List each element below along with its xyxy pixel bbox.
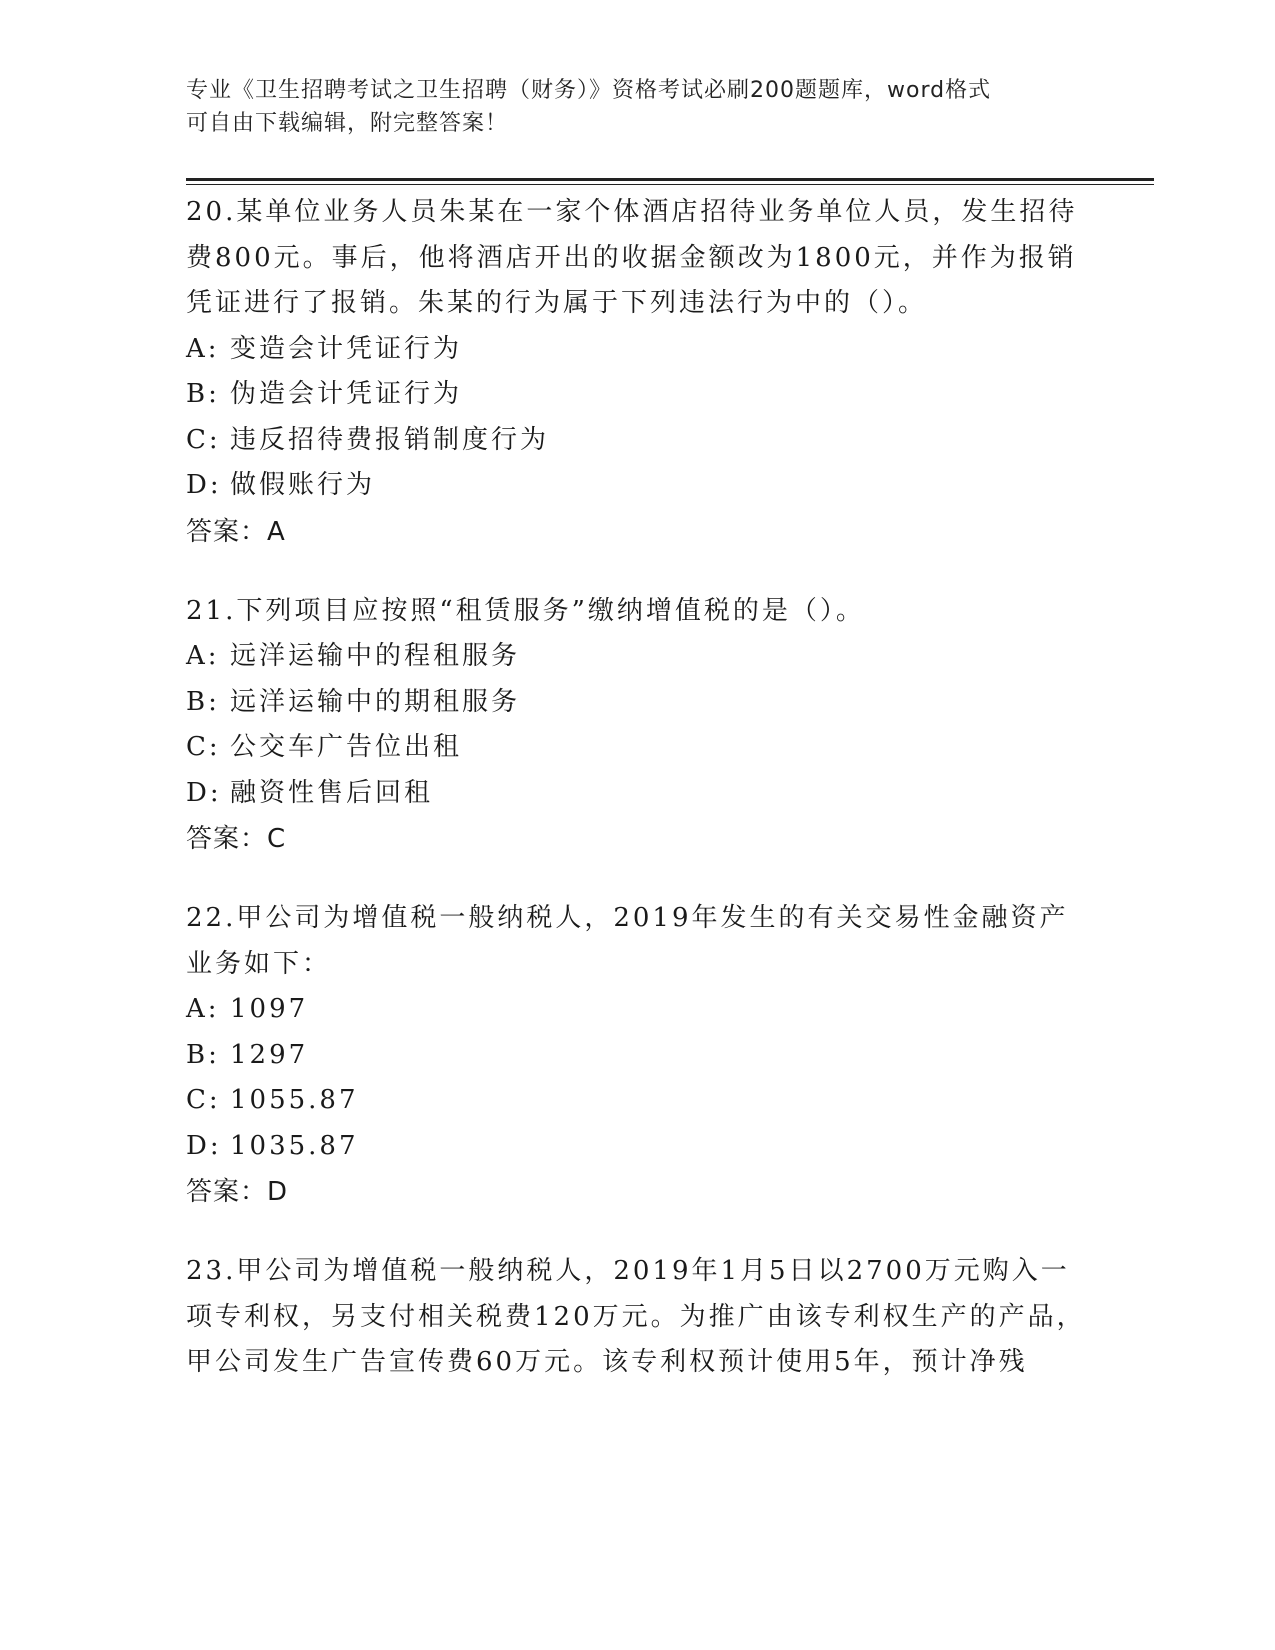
option-b: [186, 680, 1086, 726]
option-b: [186, 1033, 1086, 1079]
question-text: 23.甲公司为增值税一般纳税人，2019年1月5日以2700万元购入一项专利权，另支付相关税费120万元。为推广由该专利权生产的产品，甲公司发生广告宣传费60万元。该专利权预计使用5年，预计净残: [186, 1256, 1086, 1377]
option-letter: D:: [186, 1130, 222, 1161]
question-list: [186, 190, 1086, 1420]
option-text: 违反招待费报销制度行为: [230, 424, 550, 455]
option-letter: A:: [186, 994, 220, 1024]
question-21: [186, 589, 1086, 863]
option-c: [186, 418, 1086, 464]
option-d: [186, 771, 1086, 817]
option-text: 公交车广告位出租: [230, 732, 463, 762]
option-text: 1097: [230, 994, 309, 1024]
option-a: [186, 987, 1086, 1033]
answer-line: 答案：C: [186, 824, 287, 854]
option-text: 1035.87: [230, 1130, 359, 1161]
option-letter: C:: [186, 732, 221, 762]
option-letter: B:: [186, 686, 220, 717]
option-text: 远洋运输中的程租服务: [230, 641, 521, 671]
option-a: [186, 634, 1086, 680]
option-letter: D:: [186, 777, 222, 808]
option-text: 1055.87: [230, 1085, 359, 1115]
option-text: 融资性售后回租: [230, 777, 434, 808]
option-letter: A:: [186, 641, 220, 671]
option-a: [186, 327, 1086, 373]
header-line-2: 可自由下载编辑，附完整答案！: [186, 111, 509, 136]
option-text: 变造会计凭证行为: [230, 333, 463, 364]
answer-line: 答案：D: [186, 1177, 289, 1207]
option-text: 做假账行为: [230, 470, 376, 500]
option-letter: D:: [186, 470, 222, 500]
option-c: [186, 1078, 1086, 1124]
question-text: 21.下列项目应按照“租赁服务”缴纳增值税的是（）。: [186, 595, 865, 626]
question-text: 22.甲公司为增值税一般纳税人，2019年发生的有关交易性金融资产业务如下：: [186, 903, 1069, 979]
header-line-1: 专业《卫生招聘考试之卫生招聘（财务）》资格考试必刷200题题库，word格式: [186, 78, 992, 103]
option-letter: B:: [186, 1039, 220, 1070]
option-b: [186, 372, 1086, 418]
option-letter: C:: [186, 1085, 221, 1115]
question-22: [186, 896, 1086, 1215]
question-23: [186, 1249, 1086, 1386]
option-letter: B:: [186, 379, 220, 409]
option-d: [186, 463, 1086, 509]
option-letter: A:: [186, 333, 220, 364]
option-text: 伪造会计凭证行为: [230, 379, 463, 409]
header-rule-thick: [186, 178, 1154, 181]
option-text: 1297: [230, 1039, 309, 1070]
question-text: 20.某单位业务人员朱某在一家个体酒店招待业务单位人员，发生招待费800元。事后，他将酒店开出的收据金额改为1800元，并作为报销凭证进行了报销。朱某的行为属于下列违法行为中的（）。: [186, 197, 1078, 318]
question-20: [186, 190, 1086, 555]
option-letter: C:: [186, 424, 221, 455]
option-text: 远洋运输中的期租服务: [230, 686, 521, 717]
document-header: [186, 74, 1086, 140]
option-c: [186, 725, 1086, 771]
header-rule-thin: [186, 184, 1154, 185]
option-d: [186, 1124, 1086, 1170]
answer-line: 答案：A: [186, 516, 286, 547]
